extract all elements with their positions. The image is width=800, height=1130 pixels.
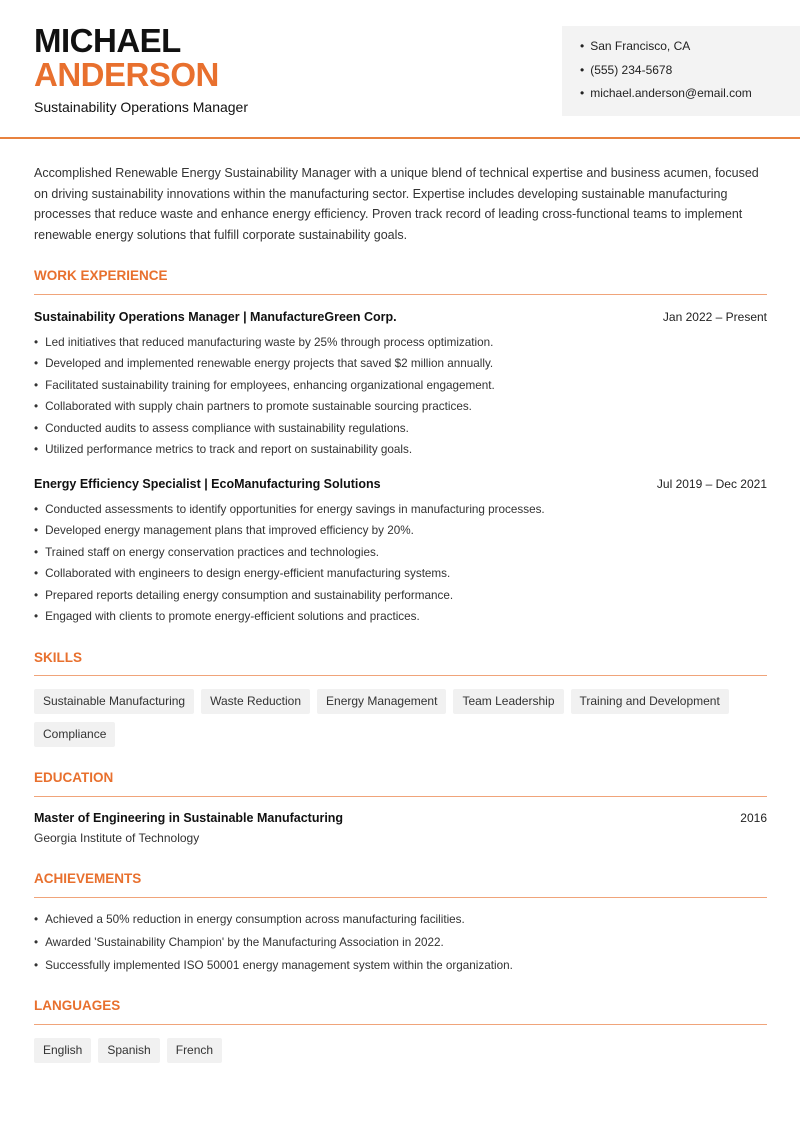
list-item: • Collaborated with supply chain partners to promote sustainable sourcing practices. xyxy=(34,399,495,420)
job-date: Jan 2022 – Present xyxy=(662,310,767,324)
list-item: • Engaged with clients to promote energy-efficient solutions and practices. xyxy=(34,609,545,630)
job-title: Energy Efficiency Specialist | EcoManufacturing Solutions xyxy=(34,477,381,491)
list-item: • Developed energy management plans that improved efficiency by 20%. xyxy=(34,523,545,544)
list-item: • Developed and implemented renewable energy projects that saved $2 million annually. xyxy=(34,356,495,377)
language-chip: French xyxy=(167,1038,222,1063)
achievements-heading: ACHIEVEMENTS xyxy=(34,871,142,886)
skill-chip: Training and Development xyxy=(571,689,729,714)
section-divider xyxy=(34,1024,767,1025)
language-chip: English xyxy=(34,1038,91,1063)
skills-list xyxy=(34,689,774,747)
list-item: • Utilized performance metrics to track and report on sustainability goals. xyxy=(34,442,495,463)
list-item: • Led initiatives that reduced manufacturing waste by 25% through process optimization. xyxy=(34,335,495,356)
candidate-name xyxy=(34,24,219,92)
section-divider xyxy=(34,294,767,295)
languages-heading: LANGUAGES xyxy=(34,998,121,1013)
list-item: • Facilitated sustainability training for employees, enhancing organizational engagement. xyxy=(34,378,495,399)
job-bullets xyxy=(34,335,495,463)
skills-heading: SKILLS xyxy=(34,650,83,665)
resume-header xyxy=(0,0,800,139)
list-item: • Prepared reports detailing energy consumption and sustainability performance. xyxy=(34,588,545,609)
list-item: • Collaborated with engineers to design energy-efficient manufacturing systems. xyxy=(34,566,545,587)
contact-location: • San Francisco, CA xyxy=(580,38,752,62)
section-divider xyxy=(34,897,767,898)
first-name: MICHAEL xyxy=(34,22,181,59)
section-divider xyxy=(34,675,767,676)
list-item: • Awarded 'Sustainability Champion' by the Manufacturing Association in 2022. xyxy=(34,935,513,958)
skill-chip: Sustainable Manufacturing xyxy=(34,689,194,714)
skill-chip: Team Leadership xyxy=(453,689,563,714)
list-item: • Conducted assessments to identify opportunities for energy savings in manufacturing processes. xyxy=(34,502,545,523)
education-heading: EDUCATION xyxy=(34,770,114,785)
language-chip: Spanish xyxy=(98,1038,159,1063)
list-item: • Trained staff on energy conservation practices and technologies. xyxy=(34,545,545,566)
section-divider xyxy=(34,796,767,797)
last-name: ANDERSON xyxy=(34,56,219,93)
education-year: 2016 xyxy=(740,811,767,825)
list-item: • Achieved a 50% reduction in energy consumption across manufacturing facilities. xyxy=(34,912,513,935)
contact-email: • michael.anderson@email.com xyxy=(580,85,752,109)
job-date: Jul 2019 – Dec 2021 xyxy=(656,477,767,491)
list-item: • Successfully implemented ISO 50001 energy management system within the organization. xyxy=(34,958,513,981)
list-item: • Conducted audits to assess compliance with sustainability regulations. xyxy=(34,421,495,442)
profile-summary: Accomplished Renewable Energy Sustainability Manager with a unique blend of technical expertise and business acumen, focused on driving sustainability innovations within the manufacturing sector. Expertise includes developing sustainable manufacturing processes that reduce waste and enhance energy efficiency. Proven track record of leading cross-functional teams to implement renewable energy solutions that fulfill corporate sustainability goals. xyxy=(34,166,759,242)
contact-box xyxy=(562,26,800,116)
job-bullets xyxy=(34,502,545,630)
job-title-heading: Sustainability Operations Manager xyxy=(34,99,249,115)
job-title: Sustainability Operations Manager | ManufactureGreen Corp. xyxy=(34,310,397,324)
skill-chip: Compliance xyxy=(34,722,115,747)
skill-chip: Waste Reduction xyxy=(201,689,310,714)
languages-list xyxy=(34,1038,774,1063)
education-degree: Master of Engineering in Sustainable Manufacturing xyxy=(34,811,344,825)
achievements-list xyxy=(34,912,513,980)
skill-chip: Energy Management xyxy=(317,689,446,714)
work-experience-heading: WORK EXPERIENCE xyxy=(34,268,168,283)
contact-phone: • (555) 234-5678 xyxy=(580,62,752,86)
education-school: Georgia Institute of Technology xyxy=(34,831,200,845)
